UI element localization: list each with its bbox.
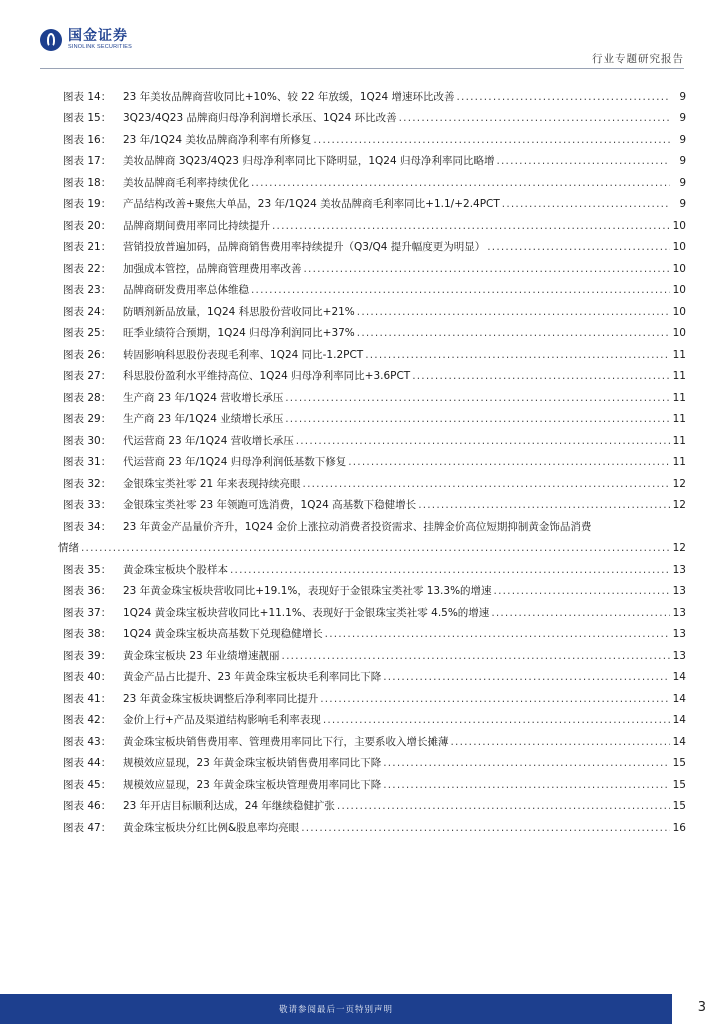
toc-entry-label: 图表 41： (63, 692, 112, 705)
report-type: 行业专题研究报告 (592, 53, 684, 65)
toc-leader-dots (230, 564, 670, 577)
figure-index (58, 82, 686, 835)
toc-entry-label: 图表 15： (63, 112, 112, 124)
toc-entry-title: 转固影响科思股份表现毛利率、1Q24 同比-1.2PCT (123, 348, 364, 361)
toc-entry-page: 9 (679, 176, 686, 189)
page-number: 3 (697, 1000, 706, 1015)
toc-entry[interactable] (63, 792, 686, 814)
toc-entry-label: 图表 22： (63, 262, 112, 275)
toc-entry-page: 13 (672, 606, 686, 619)
toc-entry-title: 加强成本管控，品牌商管理费用率改善 (123, 262, 302, 275)
toc-entry[interactable] (63, 448, 686, 470)
toc-entry-label: 图表 18： (63, 176, 112, 189)
toc-leader-dots (357, 306, 670, 319)
toc-leader-dots (457, 91, 670, 104)
toc-entry-title: 黄金产品占比提升、23 年黄金珠宝板块毛利率同比下降 (123, 671, 382, 683)
toc-entry-title: 美妆品牌商毛利率持续优化 (123, 176, 249, 189)
toc-entry-page: 15 (672, 778, 686, 791)
toc-entry-title: 23 年开店目标顺利达成，24 年继续稳健扩张 (123, 800, 335, 812)
toc-entry-label: 图表 35： (63, 563, 112, 576)
toc-entry-label: 图表 43： (63, 735, 112, 748)
toc-leader-dots (491, 607, 670, 620)
toc-entry[interactable] (63, 663, 686, 685)
toc-leader-dots (320, 693, 670, 706)
toc-leader-dots (487, 241, 670, 254)
toc-entry-label: 图表 17： (63, 155, 112, 167)
toc-entry-page: 12 (672, 499, 686, 511)
company-logo-icon (40, 29, 62, 51)
toc-entry-page: 10 (672, 284, 686, 296)
toc-entry-label: 图表 31： (63, 456, 112, 468)
toc-entry-title: 代运营商 23 年/1Q24 归母净利润低基数下修复 (123, 456, 347, 468)
toc-entry-page: 12 (672, 477, 686, 490)
toc-entry-title: 23 年黄金产品量价齐升，1Q24 金价上涨拉动消费者投资需求、挂牌金价高位短期抑制黄金饰品消费 (123, 520, 592, 533)
toc-leader-dots (383, 671, 670, 684)
disclaimer-note: 敬请参阅最后一页特别声明 (278, 1005, 393, 1015)
toc-entry-label: 图表 14： (63, 90, 112, 103)
toc-entry-page: 11 (672, 348, 686, 361)
toc-entry-page: 15 (672, 757, 686, 769)
toc-entry-title: 金银珠宝类社零 23 年领跑可选消费，1Q24 高基数下稳健增长 (123, 499, 417, 511)
toc-entry-page: 10 (672, 241, 686, 253)
toc-entry-title: 品牌商研发费用率总体维稳 (123, 284, 249, 296)
toc-entry-title: 规模效应显现，23 年黄金珠宝板块销售费用率同比下降 (123, 757, 382, 769)
toc-entry-label: 图表 20： (63, 219, 112, 232)
toc-entry[interactable] (63, 125, 686, 147)
toc-entry-page: 13 (672, 628, 686, 640)
toc-entry-title: 金银珠宝类社零 21 年来表现持续亮眼 (123, 477, 301, 490)
logo-name-en: SINOLINK SECURITIES (68, 44, 133, 50)
toc-leader-dots (285, 413, 670, 426)
toc-entry[interactable] (63, 813, 686, 835)
toc-entry-title: 黄金珠宝板块分红比例&股息率均亮眼 (123, 821, 300, 834)
toc-entry-page: 14 (672, 671, 686, 683)
toc-entry[interactable] (63, 641, 686, 663)
toc-entry-label: 图表 30： (63, 434, 112, 447)
toc-leader-dots (303, 478, 670, 491)
toc-leader-dots (399, 112, 670, 125)
toc-entry-page: 11 (672, 370, 686, 382)
toc-leader-dots (348, 456, 670, 469)
toc-entry-page: 10 (672, 305, 686, 318)
toc-entry-title: 产品结构改善+聚焦大单品，23 年/1Q24 美妆品牌商毛利率同比+1.1/+2.4PCT (123, 198, 500, 210)
toc-entry-label: 图表 34： (63, 520, 112, 533)
toc-leader-dots (251, 284, 670, 297)
toc-entry-label: 图表 40： (63, 671, 112, 683)
toc-entry[interactable] (63, 426, 686, 448)
toc-entry-page: 14 (672, 714, 686, 726)
logo-text (68, 29, 132, 51)
toc-leader-dots (418, 499, 670, 512)
toc-entry-title: 生产商 23 年/1Q24 业绩增长承压 (123, 413, 284, 425)
toc-entry-title: 规模效应显现，23 年黄金珠宝板块管理费用率同比下降 (123, 778, 382, 791)
toc-entry[interactable] (63, 276, 686, 298)
toc-entry[interactable] (63, 491, 686, 513)
toc-leader-dots (301, 822, 670, 835)
toc-entry-title: 营销投放普遍加码，品牌商销售费用率持续提升（Q3/Q4 提升幅度更为明显） (123, 241, 486, 253)
toc-entry-label: 图表 23： (63, 284, 112, 296)
toc-entry-label: 图表 24： (63, 305, 112, 318)
toc-entry-label: 图表 33： (63, 499, 112, 511)
toc-entry-title: 黄金珠宝板块销售费用率、管理费用率同比下行，主要系收入增长摊薄 (123, 735, 449, 748)
toc-entry-title: 旺季业绩符合预期，1Q24 归母净利润同比+37% (123, 327, 355, 339)
toc-entry-page: 13 (672, 649, 686, 662)
toc-entry-title: 生产商 23 年/1Q24 营收增长承压 (123, 391, 284, 404)
toc-entry-page: 10 (672, 219, 686, 232)
toc-entry-title: 23 年黄金珠宝板块调整后净利率同比提升 (123, 692, 319, 705)
toc-leader-dots (304, 263, 671, 276)
toc-entry[interactable] (63, 319, 686, 341)
toc-leader-dots (323, 714, 670, 727)
toc-leader-dots (365, 349, 670, 362)
toc-leader-dots (337, 800, 670, 813)
page-header (0, 0, 724, 70)
toc-entry-title: 23 年黄金珠宝板块营收同比+19.1%，表现好于金银珠宝类社零 13.3%的增速 (123, 585, 492, 597)
toc-entry-page: 11 (672, 391, 686, 404)
toc-leader-dots (502, 198, 670, 211)
toc-entry[interactable] (63, 340, 686, 362)
toc-entry-page: 9 (679, 112, 686, 124)
toc-entry-label: 图表 44： (63, 757, 112, 769)
toc-entry-label: 图表 28： (63, 391, 112, 404)
toc-entry-label: 图表 38： (63, 628, 112, 640)
toc-entry-label: 图表 46： (63, 800, 112, 812)
toc-leader-dots (496, 155, 670, 168)
toc-entry-title: 1Q24 黄金珠宝板块营收同比+11.1%、表现好于金银珠宝类社零 4.5%的增速 (123, 606, 490, 619)
toc-entry-label: 图表 19： (63, 198, 112, 210)
toc-entry[interactable] (63, 555, 686, 577)
toc-entry[interactable] (63, 147, 686, 169)
toc-leader-dots (313, 134, 670, 147)
toc-entry-label: 图表 36： (63, 585, 112, 597)
toc-entry[interactable] (63, 168, 686, 190)
toc-entry-page: 10 (672, 262, 686, 275)
toc-leader-dots (451, 736, 671, 749)
toc-entry-label: 图表 37： (63, 606, 112, 619)
toc-entry-title: 代运营商 23 年/1Q24 营收增长承压 (123, 434, 294, 447)
toc-entry[interactable] (63, 233, 686, 255)
toc-leader-dots (282, 650, 670, 663)
toc-entry-title: 23 年美妆品牌商营收同比+10%、较 22 年放缓，1Q24 增速环比改善 (123, 90, 455, 103)
page-footer (0, 994, 724, 1024)
toc-entry-title: 1Q24 黄金珠宝板块高基数下兑现稳健增长 (123, 628, 323, 640)
toc-entry-title: 23 年/1Q24 美妆品牌商净利率有所修复 (123, 133, 312, 146)
toc-entry-page: 9 (679, 90, 686, 103)
toc-entry-page: 14 (672, 692, 686, 705)
toc-entry-label: 图表 26： (63, 348, 112, 361)
toc-entry-page: 14 (672, 735, 686, 748)
toc-leader-dots (251, 177, 670, 190)
toc-entry[interactable] (63, 598, 686, 620)
toc-entry-label: 图表 21： (63, 241, 112, 253)
toc-entry-title: 金价上行+产品及渠道结构影响毛利率表现 (123, 714, 321, 726)
toc-entry[interactable] (63, 577, 686, 599)
toc-entry-page: 11 (672, 456, 686, 468)
toc-entry-label: 图表 29： (63, 413, 112, 425)
toc-entry-label: 图表 47： (63, 821, 112, 834)
toc-entry[interactable] (63, 770, 686, 792)
toc-entry-label: 图表 42： (63, 714, 112, 726)
toc-entry[interactable] (63, 297, 686, 319)
toc-entry-label: 图表 16： (63, 133, 112, 146)
toc-entry-title: 黄金珠宝板块个股样本 (123, 563, 228, 576)
toc-entry-page: 13 (672, 585, 686, 597)
toc-entry-page: 11 (672, 434, 686, 447)
toc-entry-page: 9 (679, 198, 686, 210)
toc-entry-title: 美妆品牌商 3Q23/4Q23 归母净利率同比下降明显，1Q24 归母净利率同比略增 (123, 155, 495, 167)
toc-entry[interactable] (63, 104, 686, 126)
toc-leader-dots (383, 779, 670, 792)
toc-entry-title-continuation: 情绪 (58, 542, 79, 554)
toc-entry-page: 9 (679, 155, 686, 167)
toc-entry-label: 图表 27： (63, 370, 112, 382)
toc-leader-dots (296, 435, 670, 448)
toc-entry-page: 10 (672, 327, 686, 339)
toc-entry[interactable] (63, 684, 686, 706)
toc-entry-title: 黄金珠宝板块 23 年业绩增速靓丽 (123, 649, 280, 662)
toc-leader-dots (412, 370, 670, 383)
toc-entry-page: 12 (672, 542, 686, 554)
toc-entry-label: 图表 25： (63, 327, 112, 339)
company-logo (40, 29, 132, 51)
header-divider (40, 68, 684, 69)
toc-entry[interactable] (63, 727, 686, 749)
toc-leader-dots (285, 392, 670, 405)
toc-entry[interactable] (63, 383, 686, 405)
toc-entry[interactable] (63, 405, 686, 427)
logo-name-cn: 国金证券 (68, 28, 128, 44)
toc-entry-label: 图表 39： (63, 649, 112, 662)
toc-leader-dots (494, 585, 670, 598)
toc-entry[interactable] (63, 82, 686, 104)
toc-entry-title: 防晒剂新品放量，1Q24 科思股份营收同比+21% (123, 305, 355, 318)
toc-entry-label: 图表 32： (63, 477, 112, 490)
toc-entry[interactable] (63, 190, 686, 212)
toc-entry-page: 15 (672, 800, 686, 812)
toc-leader-dots (325, 628, 670, 641)
toc-entry-page: 11 (672, 413, 686, 425)
toc-entry[interactable] (63, 254, 686, 276)
toc-entry-title: 科思股份盈利水平维持高位、1Q24 归母净利率同比+3.6PCT (123, 370, 411, 382)
toc-leader-dots (383, 757, 670, 770)
toc-entry[interactable] (63, 620, 686, 642)
toc-entry-title: 3Q23/4Q23 品牌商归母净利润增长承压、1Q24 环比改善 (123, 112, 397, 124)
toc-entry[interactable] (63, 706, 686, 728)
toc-leader-dots (357, 327, 670, 340)
toc-entry[interactable] (63, 469, 686, 491)
toc-entry[interactable] (63, 362, 686, 384)
toc-entry[interactable] (63, 749, 686, 771)
toc-entry-label: 图表 45： (63, 778, 112, 791)
toc-entry-page: 16 (672, 821, 686, 834)
toc-leader-dots (272, 220, 670, 233)
toc-entry-title: 品牌商期间费用率同比持续提升 (123, 219, 270, 232)
toc-entry-page: 13 (672, 563, 686, 576)
toc-entry[interactable] (58, 512, 686, 555)
toc-leader-dots (81, 542, 670, 555)
toc-entry-page: 9 (679, 133, 686, 146)
toc-entry[interactable] (63, 211, 686, 233)
